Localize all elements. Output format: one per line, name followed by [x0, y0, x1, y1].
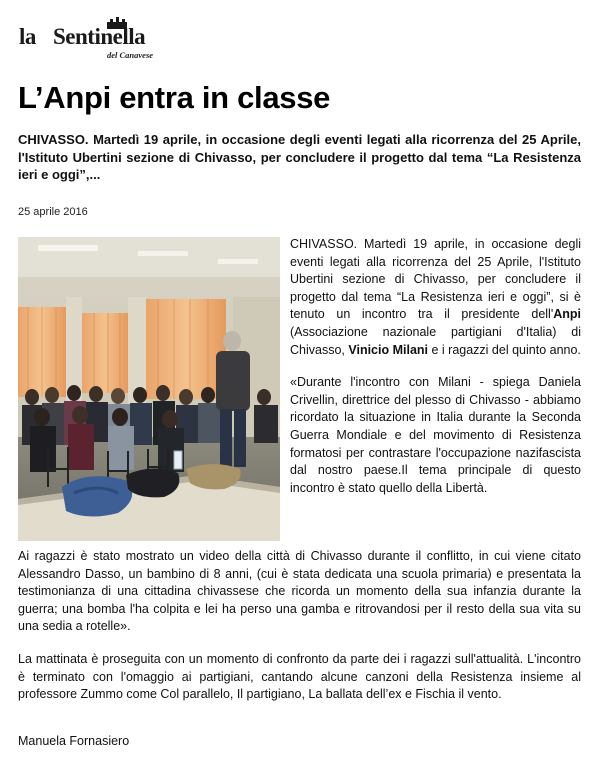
- paragraph-1-text-c: (Associazione nazionale partigiani d'Italia) di Chivasso,: [290, 324, 581, 357]
- anpi-link[interactable]: Anpi: [553, 307, 581, 322]
- paragraph-1-text-a: CHIVASSO. Martedì 19 aprile, in occasione degli eventi legati alla ricorrenza del 25 Aprile, l'Istituto Ubertini sezione di Chivasso, per concludere il progetto dal tema “La Resistenza ieri e oggi”, si è tenuto un incontro tra il presidente dell': [290, 237, 581, 322]
- article-paragraph-3: Ai ragazzi è stato mostrato un video della città di Chivasso durante il conflitto, in cui viene citato Alessandro Dasso, un bambino di 8 anni, (cui è stata dedicata una scuola primaria) e presentata la testimonianza di una cittadina chivassese che ricorda un momento della sua infanzia durante la guerra; una bomba l'ha colpita e lei ha perso una gamba e ritrovandosi per il resto della sua vita su una sedia a rotelle».: [18, 549, 581, 634]
- article-lead: CHIVASSO. Martedì 19 aprile, in occasione degli eventi legati alla ricorrenza del 25 Aprile, l'Istituto Ubertini sezione di Chivasso, per concludere il progetto dal tema “La Resistenza ieri e oggi”,...: [18, 132, 581, 183]
- publication-date: 25 aprile 2016: [18, 206, 88, 218]
- masthead-name: Sentinella: [53, 24, 146, 49]
- article-paragraph-4: La mattinata è proseguita con un momento di confronto da parte dei i ragazzi sull'attualità. L'incontro è terminato con l'omaggio ai partigiani, cantando alcune canzoni della Resistenza insieme al professore Zummo come Col parallelo, Il partigiano, La ballata dell’ex e Fischia il vento.: [18, 652, 581, 702]
- article-side-column: [290, 236, 581, 512]
- paragraph-1-text-e: e i ragazzi del quinto anno.: [428, 342, 581, 357]
- vinicio-milani-link[interactable]: Vinicio Milani: [348, 342, 429, 357]
- masthead-subtitle: del Canavese: [107, 50, 154, 60]
- article-title: L’Anpi entra in classe: [18, 80, 331, 115]
- article-photo: [18, 237, 280, 541]
- masthead-prefix: la: [19, 24, 36, 49]
- newspaper-logo[interactable]: [19, 14, 189, 58]
- article-paragraph-2: «Durante l'incontro con Milani - spiega Daniela Crivellin, direttrice del plesso di Chivasso - abbiamo ricordato la situazione in Italia durante la Seconda Guerra Mondiale e del movimento di Resistenza formatosi per contrastare l'occupazione nazifascista dal nostro paese.Il tema principale di questo incontro è stato quello della Libertà.: [290, 375, 581, 495]
- article-author: Manuela Fornasiero: [18, 734, 130, 748]
- article-paragraph-1: [290, 236, 581, 359]
